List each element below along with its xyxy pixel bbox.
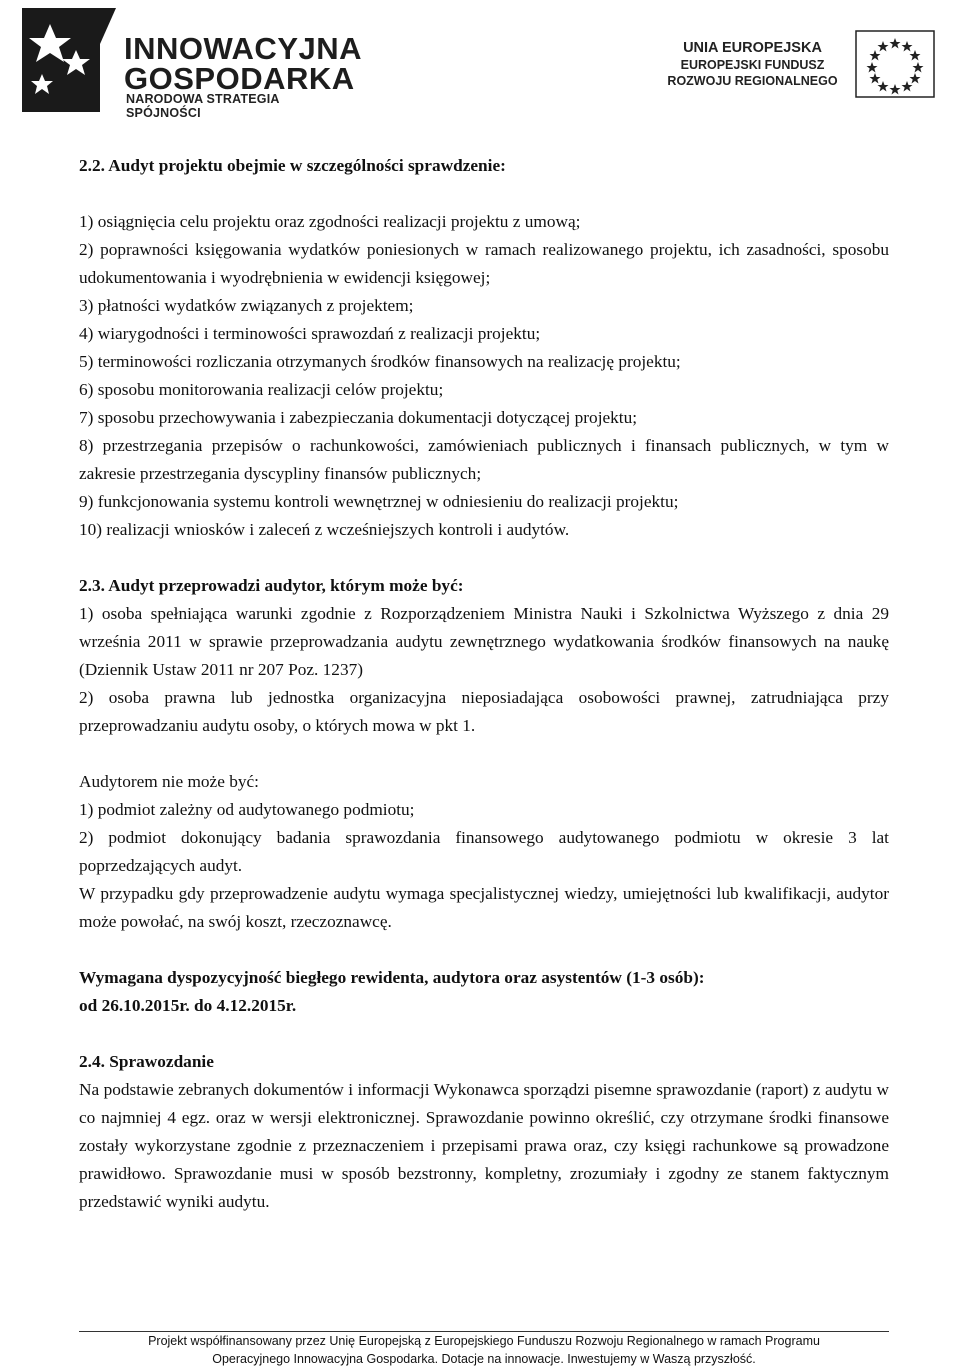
availability-line1-text: Wymagana dyspozycyjność biegłego rewidenta, audytora oraz asystentów (1-3 osób): — [79, 968, 705, 987]
expert-note: W przypadku gdy przeprowadzenie audytu wymaga specjalistycznej wiedzy, umiejętności lub kwalifikacji, audytor może powołać, na swój koszt, rzeczoznawcę. — [79, 884, 889, 931]
spacer — [79, 180, 889, 208]
ig-logo-subtitle: NARODOWA STRATEGIA SPÓJNOŚCI — [126, 92, 280, 120]
list-item: 2) podmiot dokonujący badania sprawozdania finansowego audytowanego podmiotu w okresie 3 lat poprzedzających audyt. — [79, 828, 889, 875]
ig-title-line2: GOSPODARKA — [124, 61, 355, 96]
list-item: 9) funkcjonowania systemu kontroli wewnętrznej w odniesieniu do realizacji projektu; — [79, 492, 679, 511]
eu-logo-line1: UNIA EUROPEJSKA — [683, 40, 822, 56]
spacer — [79, 936, 889, 964]
section-2-2-heading — [79, 152, 889, 180]
section-2-4-heading-text: 2.4. Sprawozdanie — [79, 1052, 214, 1071]
not-auditor-heading: Audytorem nie może być: — [79, 772, 259, 791]
availability-dates: od 26.10.2015r. do 4.12.2015r. — [79, 996, 297, 1015]
list-item: 3) płatności wydatków związanych z projektem; — [79, 296, 414, 315]
list-item: 6) sposobu monitorowania realizacji celów projektu; — [79, 380, 444, 399]
section-2-4-body: Na podstawie zebranych dokumentów i informacji Wykonawca sporządzi pisemne sprawozdanie (raport) z audytu w co najmniej 4 egz. oraz w wersji elektronicznej. Sprawozdanie powinno określić, czy otrzymane środki finansowe zostały wykorzystane zgodnie z przeznaczeniem i przepisami prawa oraz, czy księgi rachunkowe są prowadzone prawidłowo. Sprawozdanie musi w sposób bezstronny, kompletny, zrozumiały i zgodny ze stanem faktycznym przedstawić wyniki audytu. — [79, 1080, 889, 1211]
eu-logo-text — [660, 40, 845, 89]
innowacyjna-gospodarka-logo — [20, 4, 363, 120]
list-item: 1) podmiot zależny od audytowanego podmiotu; — [79, 800, 415, 819]
list-item: 1) osoba spełniająca warunki zgodnie z Rozporządzeniem Ministra Nauki i Szkolnictwa Wyższego z dnia 29 września 2011 w sprawie przeprowadzania audytu zewnętrznego wydatkowania środków finansowych na naukę (Dziennik Ustaw 2011 nr 207 Poz. 1237) — [79, 604, 889, 679]
spacer — [79, 544, 889, 572]
ig-logo-emblem-icon — [20, 4, 120, 114]
footer-line1: Projekt współfinansowany przez Unię Europejską z Europejskiego Funduszu Rozwoju Regionalnego w ramach Programu — [148, 1334, 820, 1348]
list-item: 8) przestrzegania przepisów o rachunkowości, zamówieniach publicznych i finansach publicznych, w tym w zakresie przestrzegania dyscypliny finansów publicznych; — [79, 436, 889, 483]
page-header — [0, 0, 960, 120]
eu-logo-line3: ROZWOJU REGIONALNEGO — [667, 74, 838, 88]
section-2-3-heading — [79, 572, 889, 600]
list-item: 7) sposobu przechowywania i zabezpieczania dokumentacji dotyczącej projektu; — [79, 408, 638, 427]
list-item: 10) realizacji wniosków i zaleceń z wcześniejszych kontroli i audytów. — [79, 520, 570, 539]
section-2-2-heading-text: 2.2. Audyt projektu obejmie w szczególności sprawdzenie: — [79, 156, 506, 175]
list-item: 1) osiągnięcia celu projektu oraz zgodności realizacji projektu z umową; — [79, 212, 581, 231]
list-item: 5) terminowości rozliczania otrzymanych środków finansowych na realizację projektu; — [79, 352, 681, 371]
document-body — [79, 152, 889, 1216]
ig-title-line1: INNOWACYJNA — [124, 31, 363, 66]
list-item: 2) osoba prawna lub jednostka organizacyjna nieposiadająca osobowości prawnej, zatrudniająca przy przeprowadzaniu audytu osoby, o których mowa w pkt 1. — [79, 688, 889, 735]
section-2-4-heading — [79, 1048, 889, 1076]
ig-logo-title — [124, 31, 363, 96]
availability-line1 — [79, 964, 889, 992]
availability-line2 — [79, 992, 889, 1020]
section-2-3-heading-text: 2.3. Audyt przeprowadzi audytor, którym może być: — [79, 576, 464, 595]
eu-logo-line2: EUROPEJSKI FUNDUSZ — [680, 58, 825, 72]
page-footer — [79, 1331, 889, 1368]
footer-line2: Operacyjnego Innowacyjna Gospodarka. Dotacje na innowacje. Inwestujemy w Waszą przyszłość. — [212, 1352, 756, 1366]
spacer — [79, 1020, 889, 1048]
spacer — [79, 740, 889, 768]
list-item: 4) wiarygodności i terminowości sprawozdań z realizacji projektu; — [79, 324, 541, 343]
eu-flag-icon — [855, 30, 935, 98]
eu-logo — [660, 30, 940, 110]
list-item: 2) poprawności księgowania wydatków poniesionych w ramach realizowanego projektu, ich zasadności, sposobu udokumentowania i wyodrębnienia w ewidencji księgowej; — [79, 240, 889, 287]
